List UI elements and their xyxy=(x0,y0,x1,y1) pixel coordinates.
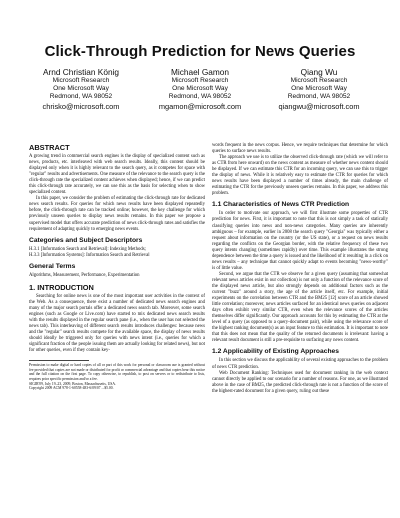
left-column xyxy=(29,143,205,391)
introduction-paragraph-1: Searching for online news is one of the most important user activities in the context of the Web. As a consequence, there exist a number of dedicated news search engines and many of the major search portals offer a dedicated news search tab. Moreover, some search engines (such as Google or Live.com) have started to mix dedicated news search results with the results displayed in the regular search pane (i.e., when the user has not selected the news tab). This interleaving of different search results introduces challenges: because news and the "regular" search results compete for the available space, the display of news results should ideally be triggered only for queries with news intent (i.e., queries for which a significant fraction of the people issuing them are actually looking for related news), but not for other queries, even if they contain key- xyxy=(29,293,205,354)
section-1-1-heading: 1.1 Characteristics of News CTR Prediction xyxy=(212,201,350,209)
author-name: Qiang Wu xyxy=(300,67,338,77)
abstract-paragraph-1: A growing trend in commercial search engines is the display of specialized content such as news, products, etc. interleaved with web search results. Ideally, this content should be displayed only when it is highly relevant to the search query, as it competes for space with "regular" results and advertisements. One measure of the relevance to the search query is the click-through rate the specialized content achieves when displayed; hence, if we can predict this click-through rate accurately, we can use this as the basis for selecting when to show specialized content. xyxy=(29,154,205,196)
author-email: qiangwu@microsoft.com xyxy=(278,101,360,111)
author-city: Redmond, WA 98052 xyxy=(168,93,232,101)
section-1-2-heading: 1.2 Applicability of Existing Approaches xyxy=(212,348,339,356)
abstract-heading: ABSTRACT xyxy=(29,143,70,152)
right-paragraph-1: words frequent in the news corpus. Hence, we require techniques that determine for which queries to surface news results. xyxy=(212,143,388,155)
footnote-rule xyxy=(29,360,89,361)
author-block-1 xyxy=(16,67,146,111)
section-1-1-paragraph-1: In order to motivate our approach, we will first illustrate some properties of CTR prediction for news. First, it is important to note that this is not simply a task of statically classifying queries into news and non-news categories. Many queries are inherently ambiguous – for example, earlier in 2008 the search query "Georgia" was typically either a request about information on the country (or the US state), or a request on news results regarding the conflicts on the Georgian border, with the relative frequency of these two query intents changing (sometimes rapidly) over time. This example illustrates the strong dependence between the time a query is issued and the likelihood of it resulting in a click on news results – any technique that cannot quickly adapt to events becoming "news-worthy" is of little value. xyxy=(212,211,388,271)
conference-line: SIGIR'09, July 19–23, 2009, Boston, Massachusetts, USA. xyxy=(29,381,116,386)
introduction-heading: 1. INTRODUCTION xyxy=(29,282,94,292)
author-address: One Microsoft Way xyxy=(291,85,347,93)
author-affiliation: Microsoft Research xyxy=(171,77,229,84)
general-terms-text: Algorithms, Measurement, Performance, Experimentation xyxy=(29,272,140,278)
author-email: chrisko@microsoft.com xyxy=(42,101,120,111)
categories-heading: Categories and Subject Descriptors xyxy=(29,236,143,244)
section-1-2-paragraph-2: Web Document Ranking: Techniques used for document ranking in the web context cannot directly be applied to our scenario for a number of reasons. For one, as we illustrated above in the case of BM25, the predicted click-through rate is not a function of the score of the highest-rated document for a given query, ruling out these xyxy=(212,370,388,394)
right-column xyxy=(212,143,388,395)
section-1-2-paragraph-1: In this section we discuss the applicability of several existing approaches to the problem of news CTR prediction. xyxy=(212,358,388,370)
author-block-3 xyxy=(254,67,384,111)
copyright-line: Copyright 2009 ACM 978-1-60558-483-6/09/07 ...$5.00. xyxy=(29,386,114,391)
author-email: mgamon@microsoft.com xyxy=(158,101,242,111)
author-address: One Microsoft Way xyxy=(172,85,228,93)
author-name: Michael Gamon xyxy=(170,67,230,77)
general-terms-heading: General Terms xyxy=(29,262,76,270)
author-city: Redmond, WA 98052 xyxy=(287,93,351,101)
author-name: Arnd Christian König xyxy=(42,67,120,77)
right-paragraph-2: The approach we use is to utilize the observed click-through rate (which we will refer to as CTR from here onward) on the news content as measure of whether news content should be displayed. If we can estimate this CTR for an incoming query, we can use this to trigger the display of news. While it is relatively easy to estimate the CTR for queries for which news results have been displayed a number of times already, the main challenge of estimating the CTR for the previously unseen queries remains. In this paper, we address this problem. xyxy=(212,155,388,197)
author-address: One Microsoft Way xyxy=(53,85,109,93)
categories-line-2: H.3.3 [Information Systems]: Information Search and Retrieval xyxy=(29,252,150,258)
author-block-2 xyxy=(135,67,265,111)
categories-line-1: H.3.1 [Information Search and Retrieval]: Indexing Methods; xyxy=(29,246,146,252)
author-city: Redmond, WA 98052 xyxy=(49,93,113,101)
author-affiliation: Microsoft Research xyxy=(290,77,348,84)
copyright-footnote: Permission to make digital or hard copies of all or part of this work for personal or classroom use is granted without fee provided that copies are not made or distributed for profit or commercial advantage and that copies bear this notice and the full citation on the first page. To copy otherwise, to republish, to post on servers or to redistribute to lists, requires prior specific permission and/or a fee. xyxy=(29,363,205,381)
section-1-1-paragraph-2: Second, we argue that the CTR we observe for a given query (assuming that somewhat relevant news articles exist in our collection) is not only a function of the relevance score of the displayed news article, but also strongly depends on additional factors such as the current "buzz" around a story, the age of the article itself, etc. For example, initial experiments on the correlation between CTR and the BM25 [12] score of an article showed little correlation; moreover, news articles surfaced for an identical news queries on adjacent days often exhibit very similar CTR, even when the relevance scores of the articles themselves differ significantly. Our approach accounts for this by estimating the CTR at the level of a query (as opposed to a query-document pair), while using the relevance score of the highest ranking document(s) as an input feature to this estimation. It is important to note that this does not mean that the quality of the returned documents is irrelevant: having a relevant result document is still a pre-requisite to surfacing any news content. xyxy=(212,271,388,344)
author-affiliation: Microsoft Research xyxy=(52,77,110,84)
paper-title: Click-Through Prediction for News Queries xyxy=(44,43,356,60)
abstract-paragraph-2: In this paper, we consider the problem of estimating the click-through rate for dedicated news search results. For queries for which news results have been displayed repeatedly before, the click-through rate can be tracked online; however, the key challenge for which previously unseen queries to display news results remains. In this paper we propose a supervised model that offers accurate prediction of news click-through rates and satisfies the requirement of adapting quickly to emerging news events. xyxy=(29,196,205,232)
